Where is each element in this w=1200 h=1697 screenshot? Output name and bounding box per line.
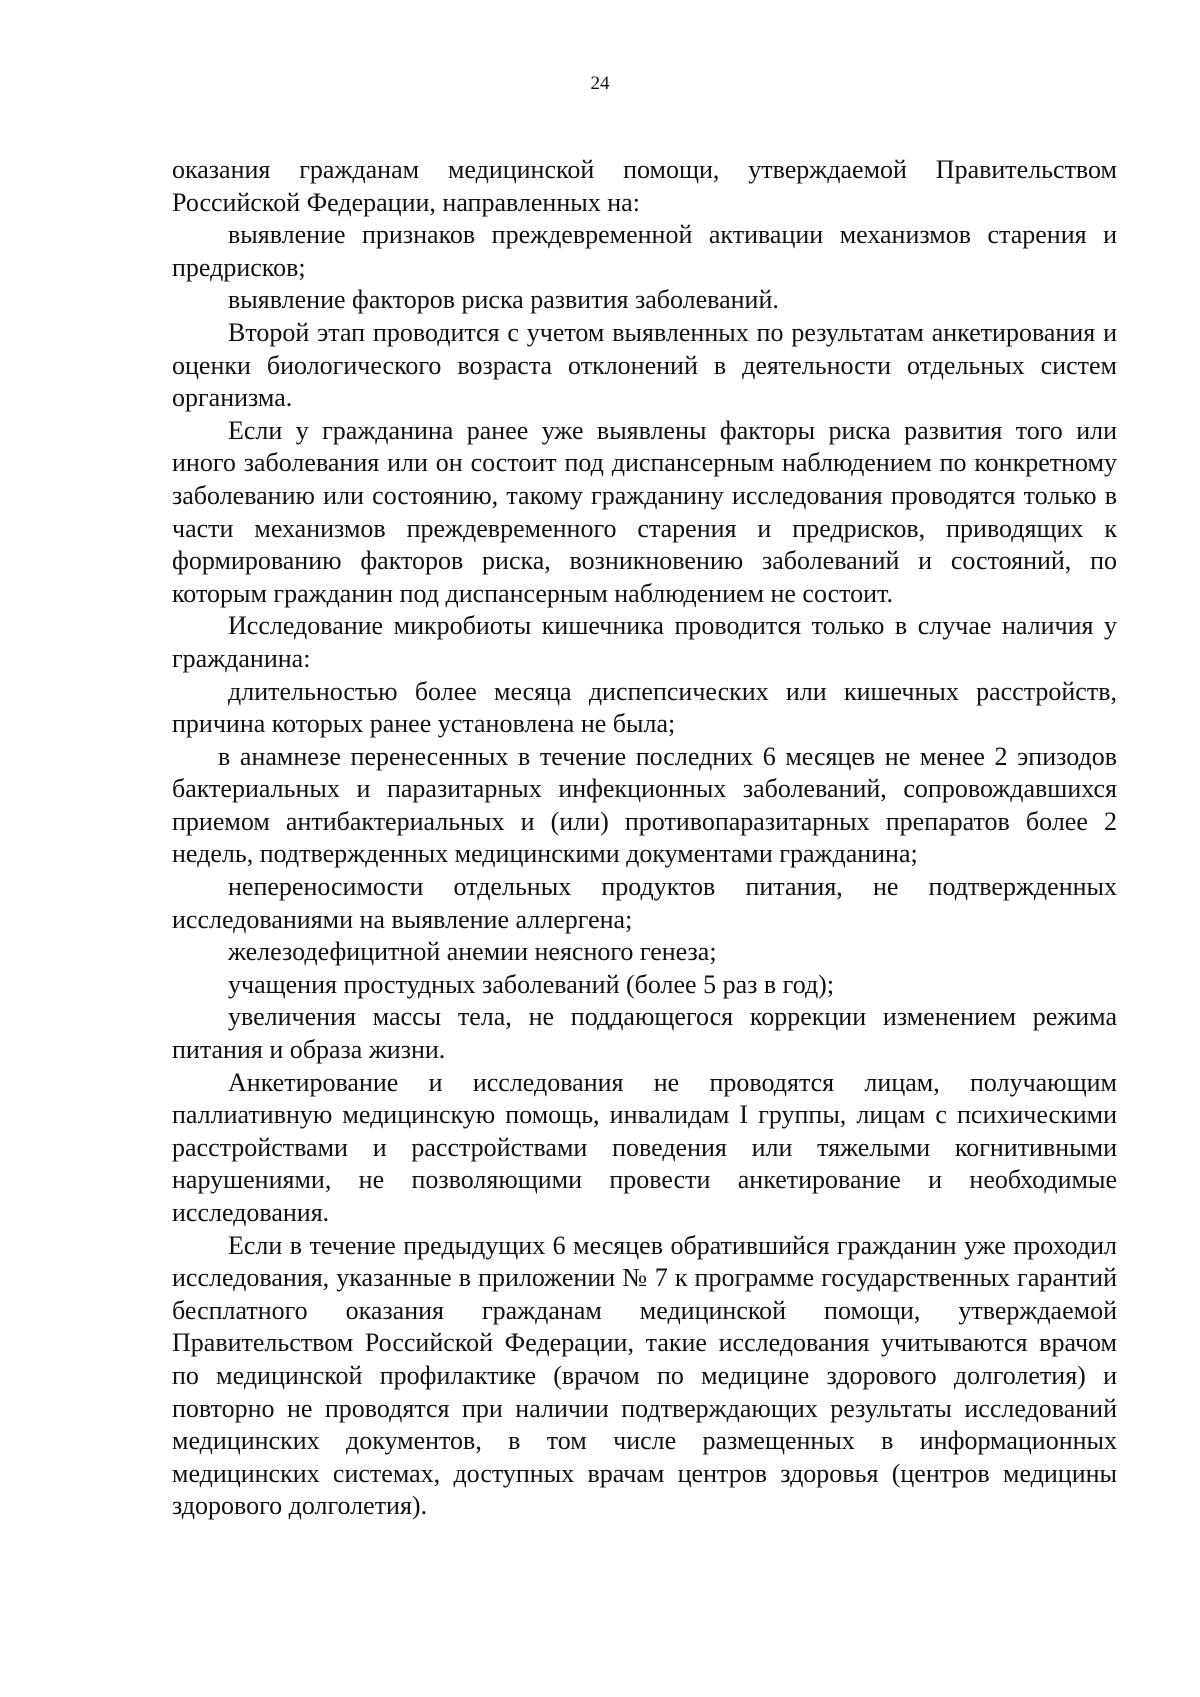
paragraph: в анамнезе перенесенных в течение последних 6 месяцев не менее 2 эпизодов бактериальных и паразитарных инфекционных заболеваний, сопровождавшихся приемом антибактериальных и (или) противопаразитарных препаратов более 2 недель, подтвержденных медицинскими документами гражданина; <box>172 741 1117 869</box>
paragraph: Если в течение предыдущих 6 месяцев обратившийся гражданин уже проходил исследования, указанные в приложении № 7 к программе государственных гарантий бесплатного оказания гражданам медицинской помощи, утверждаемой Правительством Российской Федерации, такие исследования учитываются врачом по медицинской профилактике (врачом по медицине здорового долголетия) и повторно не проводятся при наличии подтверждающих результаты исследований медицинских документов, в том числе размещенных в информационных медицинских системах, доступных врачам центров здоровья (центров медицины здорового долголетия). <box>172 1230 1117 1521</box>
paragraph: оказания гражданам медицинской помощи, утверждаемой Правительством Российской Федерации, направленных на: <box>172 155 1117 217</box>
paragraph: непереносимости отдельных продуктов питания, не подтвержденных исследованиями на выявление аллергена; <box>172 872 1117 934</box>
paragraph: железодефицитной анемии неясного генеза; <box>228 937 717 967</box>
paragraph: выявление факторов риска развития заболеваний. <box>228 285 779 315</box>
paragraph: Если у гражданина ранее уже выявлены факторы риска развития того или иного заболевания или он состоит под диспансерным наблюдением по конкретному заболеванию или состоянию, такому гражданину исследования проводятся только в части механизмов преждевременного старения и предрисков, приводящих к формированию факторов риска, возникновению заболеваний и состояний, по которым гражданин под диспансерным наблюдением не состоит. <box>172 415 1117 608</box>
paragraph: длительностью более месяца диспепсических или кишечных расстройств, причина которых ранее установлена не была; <box>172 676 1117 739</box>
paragraph: Исследование микробиоты кишечника проводится только в случае наличия у гражданина: <box>172 611 1117 673</box>
paragraph: выявление признаков преждевременной активации механизмов старения и предрисков; <box>172 220 1117 282</box>
document-body <box>172 154 1117 1523</box>
paragraph: Второй этап проводится с учетом выявленных по результатам анкетирования и оценки биологического возраста отклонений в деятельности отдельных систем организма. <box>172 317 1117 413</box>
page-number: 24 <box>590 73 610 94</box>
paragraph: учащения простудных заболеваний (более 5 раз в год); <box>228 969 835 999</box>
paragraph: увеличения массы тела, не поддающегося коррекции изменением режима питания и образа жизни. <box>172 1002 1117 1065</box>
paragraph: Анкетирование и исследования не проводятся лицам, получающим паллиативную медицинскую помощь, инвалидам I группы, лицам с психическими расстройствами и расстройствами поведения или тяжелыми когнитивными нарушениями, не позволяющими провести анкетирование и необходимые исследования. <box>172 1067 1117 1227</box>
